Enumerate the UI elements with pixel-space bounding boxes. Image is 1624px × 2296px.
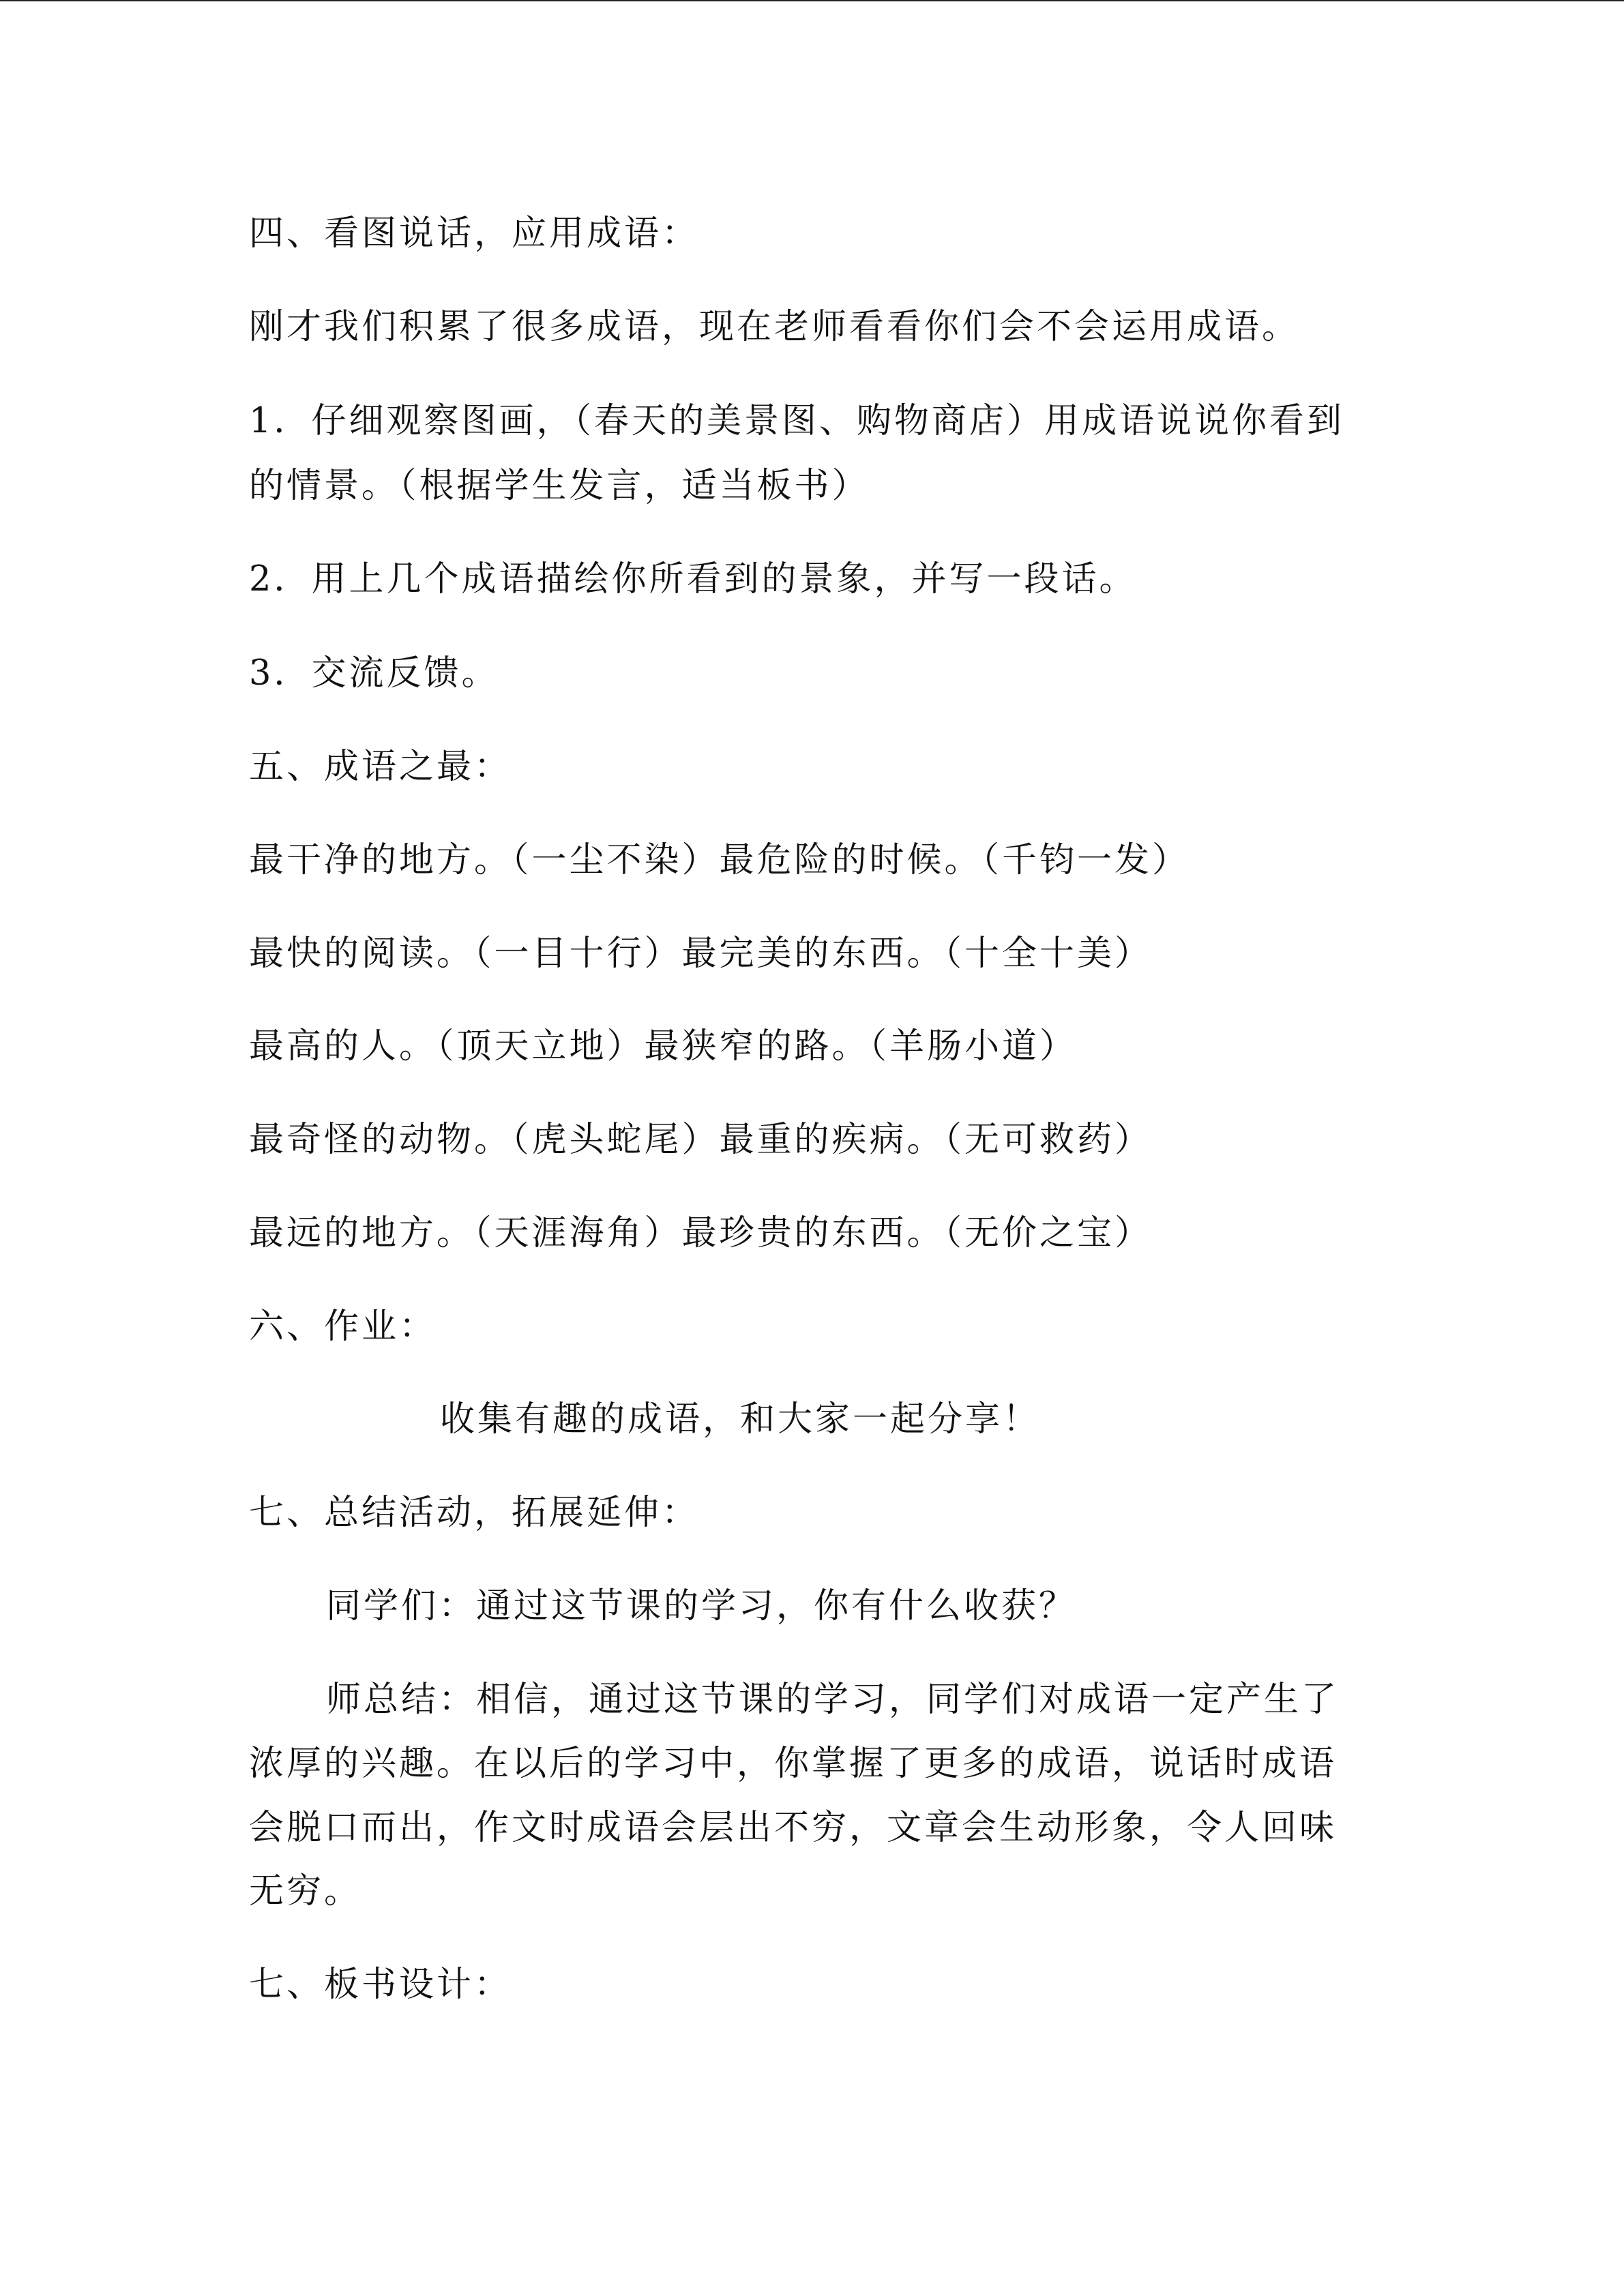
list-item-2: 2．用上几个成语描绘你所看到的景象，并写一段话。 (249, 559, 1137, 599)
idiom-line: 最干净的地方。（一尘不染）最危险的时候。（千钧一发） (249, 840, 1190, 880)
section-5-heading: 五、成语之最： (249, 747, 512, 787)
paragraph: 刚才我们积累了很多成语，现在老师看看你们会不会运用成语。 (249, 307, 1300, 347)
section-board-heading: 七、板书设计： (249, 1965, 512, 2005)
section-6-heading: 六、作业： (249, 1307, 437, 1347)
list-item-1: 1．仔细观察图画，（春天的美景图、购物商店）用成语说说你看到 (249, 401, 1344, 441)
paragraph-cont: 浓厚的兴趣。在以后的学习中，你掌握了更多的成语，说话时成语 (249, 1744, 1338, 1784)
section-4-heading: 四、看图说话，应用成语： (249, 213, 700, 254)
section-7-heading: 七、总结活动，拓展延伸： (249, 1493, 700, 1533)
homework-text: 收集有趣的成语，和大家一起分享！ (440, 1399, 1041, 1440)
idiom-line: 最奇怪的动物。（虎头蛇尾）最重的疾病。（无可救药） (249, 1120, 1153, 1160)
paragraph: 师总结：相信，通过这节课的学习，同学们对成语一定产生了 (326, 1680, 1340, 1720)
list-item-1-cont: 的情景。（根据学生发言，适当板书） (249, 466, 870, 506)
paragraph: 同学们：通过这节课的学习，你有什么收获？ (326, 1586, 1077, 1626)
paragraph-cont: 无穷。 (249, 1871, 362, 1911)
idiom-line: 最远的地方。（天涯海角）最珍贵的东西。（无价之宝） (249, 1213, 1153, 1253)
paragraph-cont: 会脱口而出，作文时成语会层出不穷，文章会生动形象，令人回味 (249, 1808, 1338, 1848)
idiom-line: 最高的人。（顶天立地）最狭窄的路。（羊肠小道） (249, 1026, 1078, 1067)
list-item-3: 3．交流反馈。 (249, 653, 499, 694)
idiom-line: 最快的阅读。（一目十行）最完美的东西。（十全十美） (249, 934, 1153, 974)
page-top-border (0, 0, 1624, 1)
